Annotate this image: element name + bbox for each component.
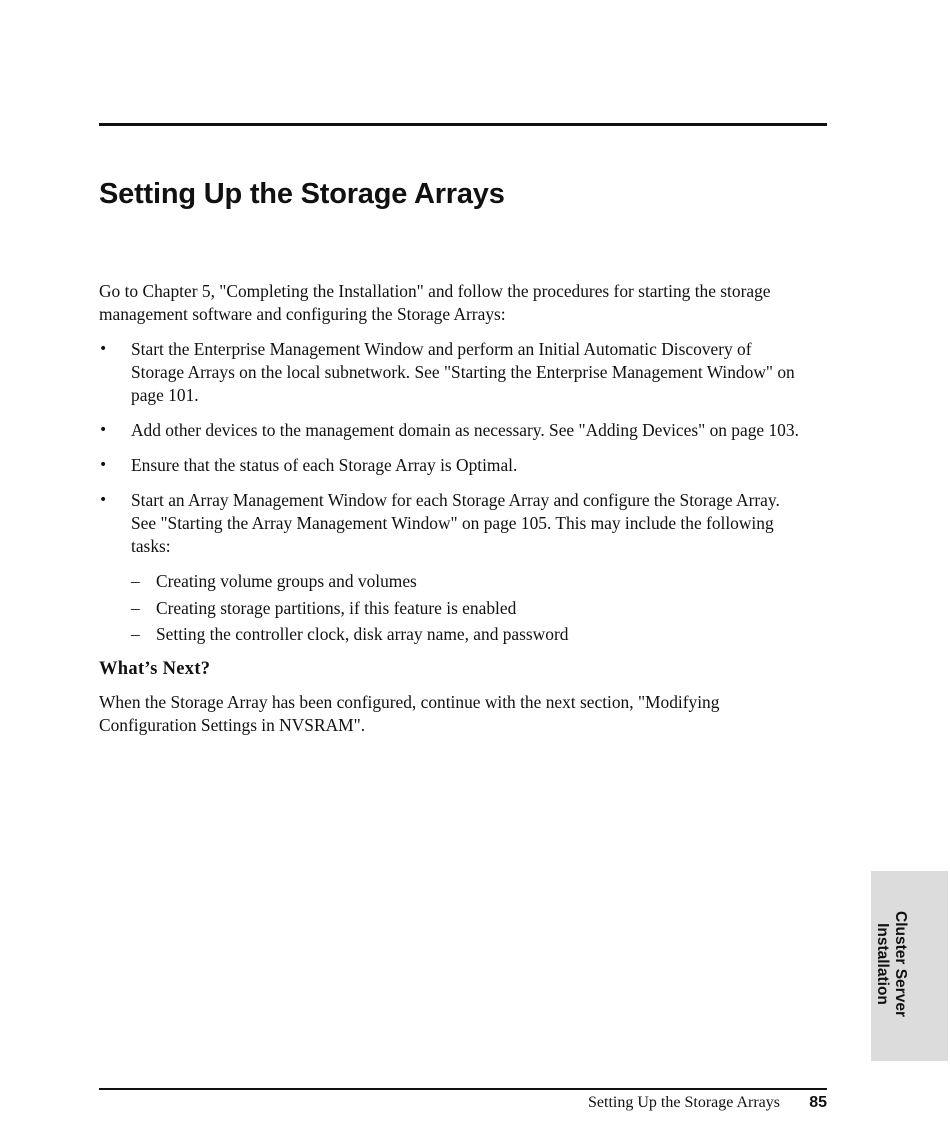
- subtask-item: [131, 570, 799, 593]
- bullet-icon: •: [99, 341, 108, 357]
- footer-page-number: 85: [809, 1094, 827, 1111]
- dash-icon: –: [131, 597, 140, 618]
- subtask-text: Creating storage partitions, if this feature is enabled: [156, 597, 517, 618]
- list-item: [99, 338, 799, 407]
- bullet-text: Add other devices to the management domain as necessary. See "Adding Devices" on page 103.: [131, 420, 799, 440]
- list-item: [99, 454, 799, 477]
- subtask-list: [131, 570, 799, 646]
- intro-paragraph: Go to Chapter 5, "Completing the Installation" and follow the procedures for starting the storage management software and configuring the Storage Arrays:: [99, 281, 771, 324]
- subtask-item: [131, 597, 799, 620]
- list-item: [99, 489, 799, 646]
- side-tab-label: [873, 911, 909, 1017]
- whats-next-paragraph: When the Storage Array has been configured, continue with the next section, "Modifying Configuration Settings in NVSRAM".: [99, 692, 720, 735]
- top-rule: [99, 123, 827, 126]
- bullet-text: Start an Array Management Window for each Storage Array and configure the Storage Array. See "Starting the Array Management Window" on page 105. This may include the following tasks:: [131, 490, 780, 556]
- bullet-icon: •: [99, 492, 108, 508]
- side-tab-line: Cluster Server: [892, 911, 909, 1017]
- bullet-text: Ensure that the status of each Storage Array is Optimal.: [131, 455, 518, 475]
- body-content: [99, 280, 799, 737]
- bullet-text: Start the Enterprise Management Window and perform an Initial Automatic Discovery of Storage Arrays on the local subnetwork. See "Starting the Enterprise Management Window" on page 101.: [131, 339, 795, 405]
- subtask-item: [131, 623, 799, 646]
- bullet-list: [99, 338, 799, 646]
- subtask-text: Creating volume groups and volumes: [156, 571, 417, 591]
- list-item: [99, 419, 799, 442]
- side-tab-line: Installation: [874, 923, 891, 1005]
- whats-next-heading: What’s Next?: [99, 659, 211, 679]
- bottom-rule: [99, 1088, 827, 1090]
- footer-section-title: Setting Up the Storage Arrays: [588, 1094, 780, 1111]
- subtask-text: Setting the controller clock, disk array name, and password: [156, 624, 569, 644]
- dash-icon: –: [131, 571, 140, 591]
- dash-icon: –: [131, 624, 140, 644]
- bullet-icon: •: [99, 422, 108, 438]
- chapter-side-tab: [871, 871, 948, 1061]
- bullet-icon: •: [99, 457, 108, 473]
- page-title: Setting Up the Storage Arrays: [99, 178, 505, 210]
